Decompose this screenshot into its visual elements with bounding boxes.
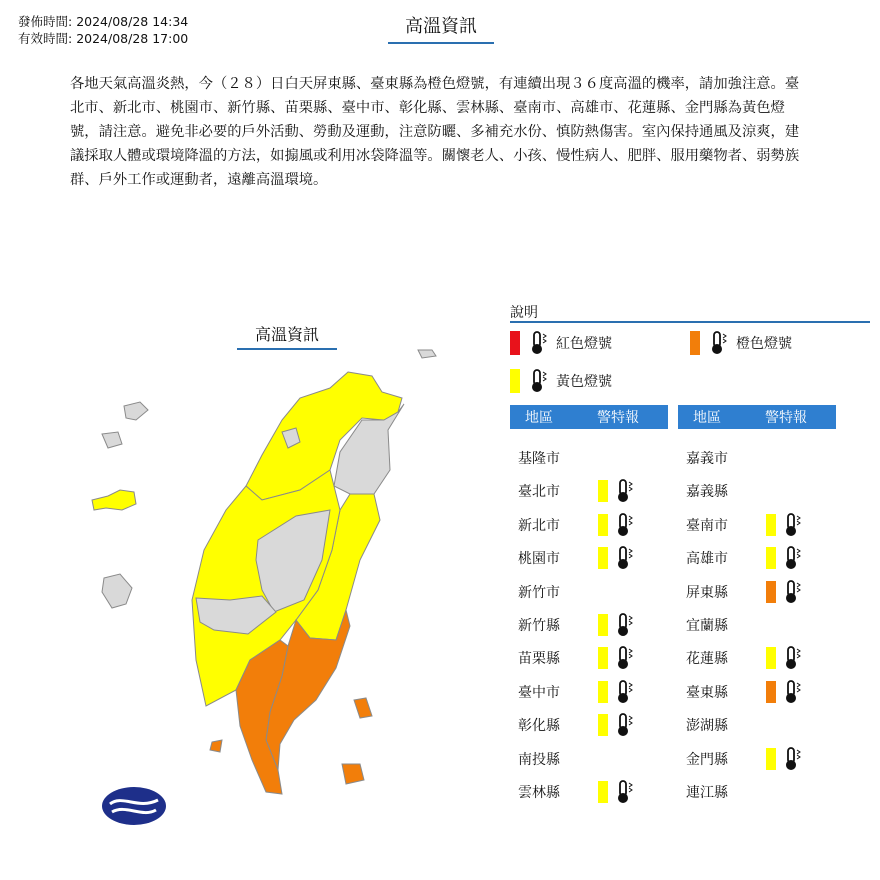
level-swatch-yellow bbox=[766, 514, 776, 536]
level-swatch-yellow bbox=[598, 514, 608, 536]
thermometer-icon bbox=[614, 679, 636, 705]
thermometer-icon bbox=[782, 512, 804, 538]
thermometer-icon bbox=[528, 368, 550, 394]
region-name: 雲林縣 bbox=[518, 785, 560, 801]
legend-divider bbox=[510, 321, 870, 323]
region-penghu bbox=[102, 574, 132, 608]
level-swatch-yellow bbox=[598, 547, 608, 569]
cwa-logo bbox=[102, 787, 166, 825]
table-row bbox=[686, 780, 728, 804]
level-swatch-yellow bbox=[598, 614, 608, 636]
table-row bbox=[686, 680, 728, 704]
region-name: 彰化縣 bbox=[518, 718, 560, 735]
publish-label: 發佈時間: bbox=[18, 14, 73, 29]
thermometer-icon bbox=[614, 545, 636, 571]
region-name: 新竹縣 bbox=[518, 618, 560, 634]
region-name: 新北市 bbox=[518, 517, 560, 534]
page-title: 高溫資訊 bbox=[388, 12, 494, 44]
table-row bbox=[518, 446, 560, 470]
region-name: 臺南市 bbox=[686, 517, 728, 534]
header-warning: 警特報 bbox=[765, 410, 807, 426]
level-swatch-yellow bbox=[766, 748, 776, 770]
header-region: 地區 bbox=[693, 410, 721, 426]
thermometer-icon bbox=[614, 478, 636, 504]
level-swatch-yellow bbox=[598, 681, 608, 703]
region-name: 基隆市 bbox=[518, 451, 560, 467]
thermometer-icon bbox=[782, 579, 804, 605]
thermometer-icon bbox=[782, 545, 804, 571]
region-green-island bbox=[354, 698, 372, 718]
table-header-right bbox=[678, 405, 836, 429]
region-name: 臺東縣 bbox=[686, 684, 728, 701]
table-row bbox=[686, 546, 728, 570]
map-title: 高溫資訊 bbox=[237, 322, 337, 350]
table-row bbox=[518, 580, 560, 604]
valid-value: 2024/08/28 17:00 bbox=[76, 31, 189, 46]
region-name: 南投縣 bbox=[518, 751, 560, 768]
legend-red-label: 紅色燈號 bbox=[556, 336, 612, 352]
level-swatch-orange bbox=[766, 581, 776, 603]
level-swatch-yellow bbox=[598, 480, 608, 502]
thermometer-icon bbox=[528, 330, 550, 356]
level-swatch-orange bbox=[766, 681, 776, 703]
level-swatch-yellow bbox=[766, 647, 776, 669]
region-name: 新竹市 bbox=[518, 584, 560, 601]
level-swatch-yellow bbox=[598, 781, 608, 803]
table-row bbox=[686, 513, 728, 537]
table-row bbox=[518, 780, 560, 804]
region-pengjia bbox=[418, 350, 436, 358]
table-row bbox=[518, 513, 560, 537]
region-orchid-island bbox=[342, 764, 364, 784]
table-row bbox=[518, 646, 560, 670]
advisory-text: 各地天氣高溫炎熱，今（２８）日白天屏東縣、臺東縣為橙色燈號，有連續出現３６度高溫的機率，請加強注意。臺北市、新北市、桃園市、新竹縣、苗栗縣、臺中市、彰化縣、雲林縣、臺南市、高雄市、花蓮縣、金門縣為黃色燈號，請注意。避免非必要的戶外活動、勞動及運動，注意防曬、多補充水份、慎防熱傷害。室內保持通風及涼爽，建議採取人體或環境降溫的方法，如搧風或利用冰袋降溫等。關懷老人、小孩、慢性病人、肥胖、服用藥物者、弱勢族群、戶外工作或運動者，遠離高溫環境。 bbox=[70, 76, 800, 188]
table-row bbox=[686, 446, 728, 470]
publish-value: 2024/08/28 14:34 bbox=[76, 14, 189, 29]
header-warning: 警特報 bbox=[597, 410, 639, 426]
region-name: 澎湖縣 bbox=[686, 718, 728, 735]
thermometer-icon bbox=[614, 779, 636, 805]
region-name: 臺中市 bbox=[518, 684, 560, 701]
thermometer-icon bbox=[614, 512, 636, 538]
table-row bbox=[518, 680, 560, 704]
region-matsu-2 bbox=[102, 432, 122, 448]
table-row bbox=[686, 613, 728, 637]
table-row bbox=[518, 479, 560, 503]
legend-yellow bbox=[510, 368, 612, 394]
table-row bbox=[518, 747, 560, 771]
table-row bbox=[686, 479, 728, 503]
table-row bbox=[686, 747, 728, 771]
legend-red-swatch bbox=[510, 331, 520, 355]
thermometer-icon bbox=[614, 612, 636, 638]
region-xiaoliuqiu bbox=[210, 740, 222, 752]
thermometer-icon bbox=[614, 645, 636, 671]
level-swatch-yellow bbox=[598, 714, 608, 736]
region-matsu-1 bbox=[124, 402, 148, 420]
table-row bbox=[686, 713, 728, 737]
table-row bbox=[686, 580, 728, 604]
legend-yellow-swatch bbox=[510, 369, 520, 393]
region-kinmen bbox=[92, 490, 136, 510]
table-row bbox=[518, 546, 560, 570]
thermometer-icon bbox=[708, 330, 730, 356]
region-name: 屏東縣 bbox=[686, 584, 728, 601]
region-name: 臺北市 bbox=[518, 484, 560, 501]
valid-label: 有效時間: bbox=[18, 31, 73, 46]
thermometer-icon bbox=[782, 679, 804, 705]
header-region: 地區 bbox=[525, 410, 553, 426]
table-row bbox=[686, 646, 728, 670]
legend-orange-swatch bbox=[690, 331, 700, 355]
legend-yellow-label: 黃色燈號 bbox=[556, 374, 612, 390]
table-row bbox=[518, 613, 560, 637]
legend-title: 說明 bbox=[510, 305, 538, 321]
thermometer-icon bbox=[614, 712, 636, 738]
level-swatch-yellow bbox=[598, 647, 608, 669]
region-name: 金門縣 bbox=[686, 751, 728, 768]
region-name: 高雄市 bbox=[686, 551, 728, 568]
region-name: 連江縣 bbox=[686, 785, 728, 801]
table-row bbox=[518, 713, 560, 737]
region-name: 宜蘭縣 bbox=[686, 618, 728, 634]
table-header-left bbox=[510, 405, 668, 429]
legend-orange-label: 橙色燈號 bbox=[736, 336, 792, 352]
region-name: 花蓮縣 bbox=[686, 651, 728, 668]
region-name: 苗栗縣 bbox=[518, 651, 560, 668]
region-name: 嘉義市 bbox=[686, 451, 728, 467]
region-name: 桃園市 bbox=[518, 551, 560, 568]
thermometer-icon bbox=[782, 645, 804, 671]
thermometer-icon bbox=[782, 746, 804, 772]
legend-orange bbox=[690, 330, 792, 356]
region-name: 嘉義縣 bbox=[686, 484, 728, 501]
level-swatch-yellow bbox=[766, 547, 776, 569]
legend-red bbox=[510, 330, 612, 356]
